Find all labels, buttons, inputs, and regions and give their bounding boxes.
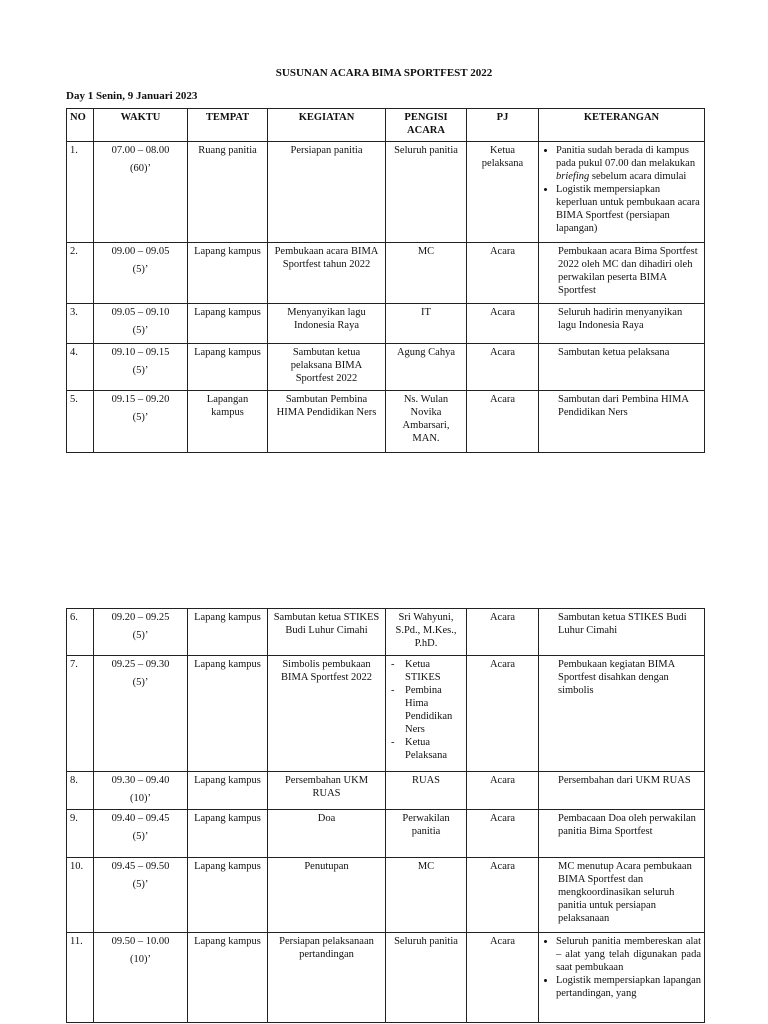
row-note: Sambutan ketua pelaksana — [539, 344, 705, 391]
row-time-cell — [94, 243, 188, 304]
table-row — [67, 304, 705, 344]
row-pj: Acara — [467, 656, 539, 772]
row-place: Ruang panitia — [188, 142, 268, 243]
row-duration: (5)’ — [132, 264, 149, 275]
row-note: Pembukaan kegiatan BIMA Sportfest disahkan dengan simbolis — [539, 656, 705, 772]
row-place: Lapang kampus — [188, 656, 268, 772]
row-note: Sambutan dari Pembina HIMA Pendidikan Ners — [539, 391, 705, 453]
row-duration: (5)’ — [132, 879, 149, 890]
row-place: Lapang kampus — [188, 243, 268, 304]
schedule-table-part-2 — [66, 608, 705, 1023]
row-activity: Sambutan ketua pelaksana BIMA Sportfest 2022 — [268, 344, 386, 391]
row-no: 9. — [67, 810, 94, 858]
row-pj: Acara — [467, 933, 539, 1023]
row-pj: Acara — [467, 810, 539, 858]
row-time: 09.25 – 09.30 — [111, 659, 170, 670]
notes-list — [542, 144, 701, 235]
row-place: Lapang kampus — [188, 304, 268, 344]
row-filler: Perwakilan panitia — [386, 810, 467, 858]
note-emphasis: briefing — [556, 171, 590, 182]
row-time: 09.15 – 09.20 — [111, 394, 170, 405]
row-pj: Acara — [467, 304, 539, 344]
row-activity: Sambutan ketua STIKES Budi Luhur Cimahi — [268, 609, 386, 656]
row-no: 6. — [67, 609, 94, 656]
row-filler: Seluruh panitia — [386, 142, 467, 243]
row-time-cell — [94, 933, 188, 1023]
row-place: Lapang kampus — [188, 810, 268, 858]
row-filler: IT — [386, 304, 467, 344]
table-row — [67, 656, 705, 772]
row-activity: Persiapan panitia — [268, 142, 386, 243]
document-title: SUSUNAN ACARA BIMA SPORTFEST 2022 — [275, 67, 493, 79]
row-fillers — [386, 656, 467, 772]
row-place: Lapangan kampus — [188, 391, 268, 453]
row-activity: Penutupan — [268, 858, 386, 933]
row-note: Persembahan dari UKM RUAS — [539, 772, 705, 810]
row-activity: Sambutan Pembina HIMA Pendidikan Ners — [268, 391, 386, 453]
table-row — [67, 344, 705, 391]
row-time: 09.10 – 09.15 — [111, 347, 170, 358]
row-duration: (5)’ — [132, 365, 149, 376]
row-pj: Acara — [467, 858, 539, 933]
row-duration: (10)’ — [130, 954, 151, 965]
row-activity: Persiapan pelaksanaan pertandingan — [268, 933, 386, 1023]
table-row — [67, 243, 705, 304]
row-duration: (60)’ — [130, 163, 151, 174]
row-filler: RUAS — [386, 772, 467, 810]
row-place: Lapang kampus — [188, 609, 268, 656]
row-no: 5. — [67, 391, 94, 453]
row-duration: (5)’ — [132, 412, 149, 423]
row-pj: Ketua pelaksana — [467, 142, 539, 243]
table-row — [67, 772, 705, 810]
row-time: 09.45 – 09.50 — [111, 861, 170, 872]
table-row — [67, 391, 705, 453]
table-row — [67, 810, 705, 858]
table-row — [67, 142, 705, 243]
row-pj: Acara — [467, 391, 539, 453]
table-row — [67, 609, 705, 656]
note-text: sebelum acara dimulai — [589, 171, 687, 182]
row-no: 4. — [67, 344, 94, 391]
row-filler: Seluruh panitia — [386, 933, 467, 1023]
table-row — [67, 933, 705, 1023]
notes-list — [542, 935, 701, 1000]
table-header-row — [67, 109, 705, 142]
row-duration: (5)’ — [132, 325, 149, 336]
row-note: Pembacaan Doa oleh perwakilan panitia Bima Sportfest — [539, 810, 705, 858]
note-item: • Logistik mempersiapkan lapangan pertandingan, yang — [556, 974, 701, 1000]
row-duration: (5)’ — [132, 831, 149, 842]
row-filler: Agung Cahya — [386, 344, 467, 391]
row-no: 3. — [67, 304, 94, 344]
row-time: 07.00 – 08.00 — [111, 145, 170, 156]
row-duration: (5)’ — [132, 630, 149, 641]
schedule-table-part-1 — [66, 108, 705, 453]
row-time: 09.30 – 09.40 — [111, 775, 170, 786]
row-time: 09.50 – 10.00 — [111, 936, 170, 947]
note-item: • Logistik mempersiapkan keperluan untuk pembukaan acara BIMA Sportfest (persiapan lapangan) — [556, 183, 701, 235]
row-filler: MC — [386, 858, 467, 933]
row-notes — [539, 142, 705, 243]
row-pj: Acara — [467, 609, 539, 656]
header-kegiatan: KEGIATAN — [268, 109, 386, 142]
row-no: 2. — [67, 243, 94, 304]
header-no: NO — [67, 109, 94, 142]
row-place: Lapang kampus — [188, 933, 268, 1023]
filler-item: - Ketua Pelaksana — [389, 736, 463, 762]
row-note: Pembukaan acara Bima Sportfest 2022 oleh MC dan dihadiri oleh perwakilan peserta BIMA Sportfest — [539, 243, 705, 304]
filler-list — [389, 658, 463, 762]
row-no: 11. — [67, 933, 94, 1023]
row-filler: Ns. Wulan Novika Ambarsari, MAN. — [386, 391, 467, 453]
table-row — [67, 858, 705, 933]
row-no: 1. — [67, 142, 94, 243]
header-waktu: WAKTU — [94, 109, 188, 142]
row-time-cell — [94, 810, 188, 858]
note-item: • Seluruh panitia membereskan alat – alat yang telah digunakan pada saat pembukaan — [556, 935, 701, 974]
filler-item: - Ketua STIKES — [389, 658, 463, 684]
row-place: Lapang kampus — [188, 858, 268, 933]
row-time: 09.00 – 09.05 — [111, 246, 170, 257]
row-activity: Pembukaan acara BIMA Sportfest tahun 2022 — [268, 243, 386, 304]
row-time-cell — [94, 304, 188, 344]
row-filler: MC — [386, 243, 467, 304]
header-keterangan: KETERANGAN — [539, 109, 705, 142]
row-time: 09.20 – 09.25 — [111, 612, 170, 623]
row-note: MC menutup Acara pembukaan BIMA Sportfest dan mengkoordinasikan seluruh panitia untuk persiapan pelaksanaan — [539, 858, 705, 933]
row-note: Sambutan ketua STIKES Budi Luhur Cimahi — [539, 609, 705, 656]
row-activity: Persembahan UKM RUAS — [268, 772, 386, 810]
filler-item: - Pembina Hima Pendidikan Ners — [389, 684, 463, 736]
row-time-cell — [94, 344, 188, 391]
row-time-cell — [94, 772, 188, 810]
row-duration: (5)’ — [132, 677, 149, 688]
row-activity: Doa — [268, 810, 386, 858]
day-label: Day 1 Senin, 9 Januari 2023 — [66, 90, 198, 102]
row-pj: Acara — [467, 243, 539, 304]
header-pj: PJ — [467, 109, 539, 142]
row-time: 09.40 – 09.45 — [111, 813, 170, 824]
row-time-cell — [94, 609, 188, 656]
row-no: 10. — [67, 858, 94, 933]
row-time: 09.05 – 09.10 — [111, 307, 170, 318]
note-text: Panitia sudah berada di kampus pada pukul 07.00 dan melakukan — [556, 145, 696, 169]
row-place: Lapang kampus — [188, 344, 268, 391]
row-note: Seluruh hadirin menyanyikan lagu Indonesia Raya — [539, 304, 705, 344]
note-item — [556, 144, 701, 183]
row-time-cell — [94, 142, 188, 243]
row-place: Lapang kampus — [188, 772, 268, 810]
row-activity: Simbolis pembukaan BIMA Sportfest 2022 — [268, 656, 386, 772]
row-pj: Acara — [467, 344, 539, 391]
header-pengisi: PENGISI ACARA — [386, 109, 467, 142]
row-pj: Acara — [467, 772, 539, 810]
row-filler: Sri Wahyuni, S.Pd., M.Kes., P.hD. — [386, 609, 467, 656]
row-notes — [539, 933, 705, 1023]
row-time-cell — [94, 391, 188, 453]
row-activity: Menyanyikan lagu Indonesia Raya — [268, 304, 386, 344]
row-no: 7. — [67, 656, 94, 772]
row-time-cell — [94, 858, 188, 933]
row-time-cell — [94, 656, 188, 772]
header-tempat: TEMPAT — [188, 109, 268, 142]
row-duration: (10)’ — [130, 793, 151, 804]
row-no: 8. — [67, 772, 94, 810]
